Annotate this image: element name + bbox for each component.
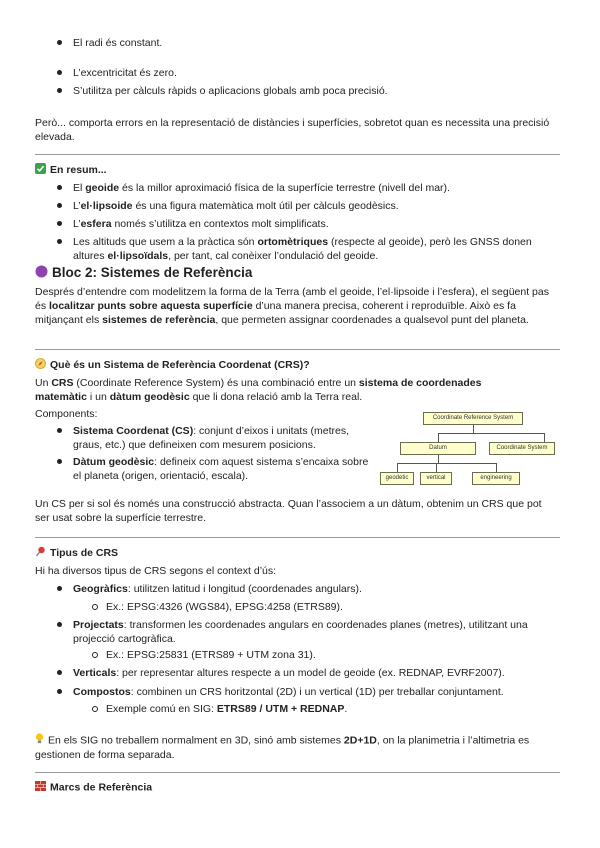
note-paragraph: En els SIG no treballem normalment en 3D, sinó amb sistemes 2D+1D, on la planimetria i l’altimetria es gestionen de forma separada.: [35, 734, 530, 761]
diagram-node-vertical: vertical: [420, 472, 452, 485]
sub-list-item: Exemple comú en SIG: ETRS89 / UTM + REDNAP.: [106, 702, 546, 716]
bloc2-paragraph: Després d’entendre com modelitzem la forma de la Terra (amb el geoide, l’el·lipsoide i l’esfera), el següent pas és localitzar punts sobre aquesta superfície d’una manera precisa, coherent i reproduïble. Això es fa mitjançant els sistemes de referència, que permeten assignar coordenades a qualsevol punt del planeta.: [35, 286, 549, 326]
divider: [35, 772, 560, 773]
list-item: El radi és constant.: [73, 36, 553, 50]
list-item: Verticals: per representar altures respecte a un model de geoide (ex. REDNAP, EVRF2007).: [73, 666, 557, 680]
crs-heading: Què és un Sistema de Referència Coordenat (CRS)?: [35, 358, 310, 372]
pushpin-icon: [35, 546, 46, 560]
divider: [35, 154, 560, 155]
divider: [35, 537, 560, 538]
tipus-heading: Tipus de CRS: [35, 546, 118, 560]
sub-list-item: Ex.: EPSG:4326 (WGS84), EPSG:4258 (ETRS89).: [106, 600, 546, 614]
crs-diagram: [380, 410, 555, 490]
check-icon: [35, 163, 46, 177]
list-item: El geoide és la millor aproximació física de la superfície terrestre (nivell del mar).: [73, 181, 553, 195]
list-item: S’utilitza per càlculs ràpids o aplicacions globals amb poca precisió.: [73, 84, 553, 98]
compass-icon: [35, 358, 46, 372]
list-item: Les altituds que usem a la pràctica són ortomètriques (respecte al geoide), però les GNSS donen altures el·lipsoïdals, per tant, cal conèixer l’ondulació del geoide.: [73, 235, 557, 263]
diagram-node-cs: Coordinate System: [489, 442, 555, 455]
bloc2-heading: Bloc 2: Sistemes de Referència: [35, 265, 252, 281]
crs-after-paragraph: Un CS per si sol és només una construcció abstracta. Quan l’associem a un dàtum, obtenim un CRS que pot ser usat sobre la superfície terrestre.: [35, 498, 542, 524]
diagram-node-datum: Datum: [400, 442, 476, 455]
list-item: Sistema Coordenat (CS): conjunt d’eixos i unitats (metres, graus, etc.) que defineixen com mesurem posicions.: [73, 424, 373, 452]
diagram-node-crs: Coordinate Reference System: [423, 412, 523, 425]
pero-paragraph: Però... comporta errors en la representació de distàncies i superfícies, sobretot quan es necessita una precisió elevada.: [35, 117, 550, 143]
tipus-intro: Hi ha diversos tipus de CRS segons el context d’ús:: [35, 565, 277, 577]
list-item: Projectats: transformen les coordenades angulars en coordenades planes (metres), utilitzant una projecció cartogràfica.: [73, 618, 557, 646]
divider: [35, 349, 560, 350]
list-item: Geogràfics: utilitzen latitud i longitud (coordenades angulars).: [73, 582, 553, 596]
sub-list-item: Ex.: EPSG:25831 (ETRS89 + UTM zona 31).: [106, 648, 546, 662]
resum-heading: En resum...: [35, 163, 107, 177]
diagram-node-geodetic: geodetic: [380, 472, 414, 485]
marcs-heading: Marcs de Referència: [35, 781, 152, 794]
brick-icon: [35, 781, 46, 794]
list-item: L’esfera només s’utilitza en contextos molt simplificats.: [73, 217, 553, 231]
list-item: L’excentricitat és zero.: [73, 66, 553, 80]
list-item: L’el·lipsoide és una figura matemàtica molt útil per càlculs geodèsics.: [73, 199, 553, 213]
crs-paragraph: Un CRS (Coordinate Reference System) és una combinació entre un sistema de coordenades matemàtic i un dàtum geodèsic que li dona relació amb la Terra real.: [35, 377, 482, 403]
purple-circle-icon: [35, 265, 48, 281]
list-item: Compostos: combinen un CRS horitzontal (2D) i un vertical (1D) per treballar conjuntament.: [73, 685, 557, 699]
diagram-node-engineering: engineering: [472, 472, 520, 485]
components-label: Components:: [35, 408, 98, 420]
list-item: Dàtum geodèsic: defineix com aquest sistema s’encaixa sobre el planeta (origen, orientació, escala).: [73, 455, 373, 483]
lightbulb-icon: [35, 733, 44, 748]
